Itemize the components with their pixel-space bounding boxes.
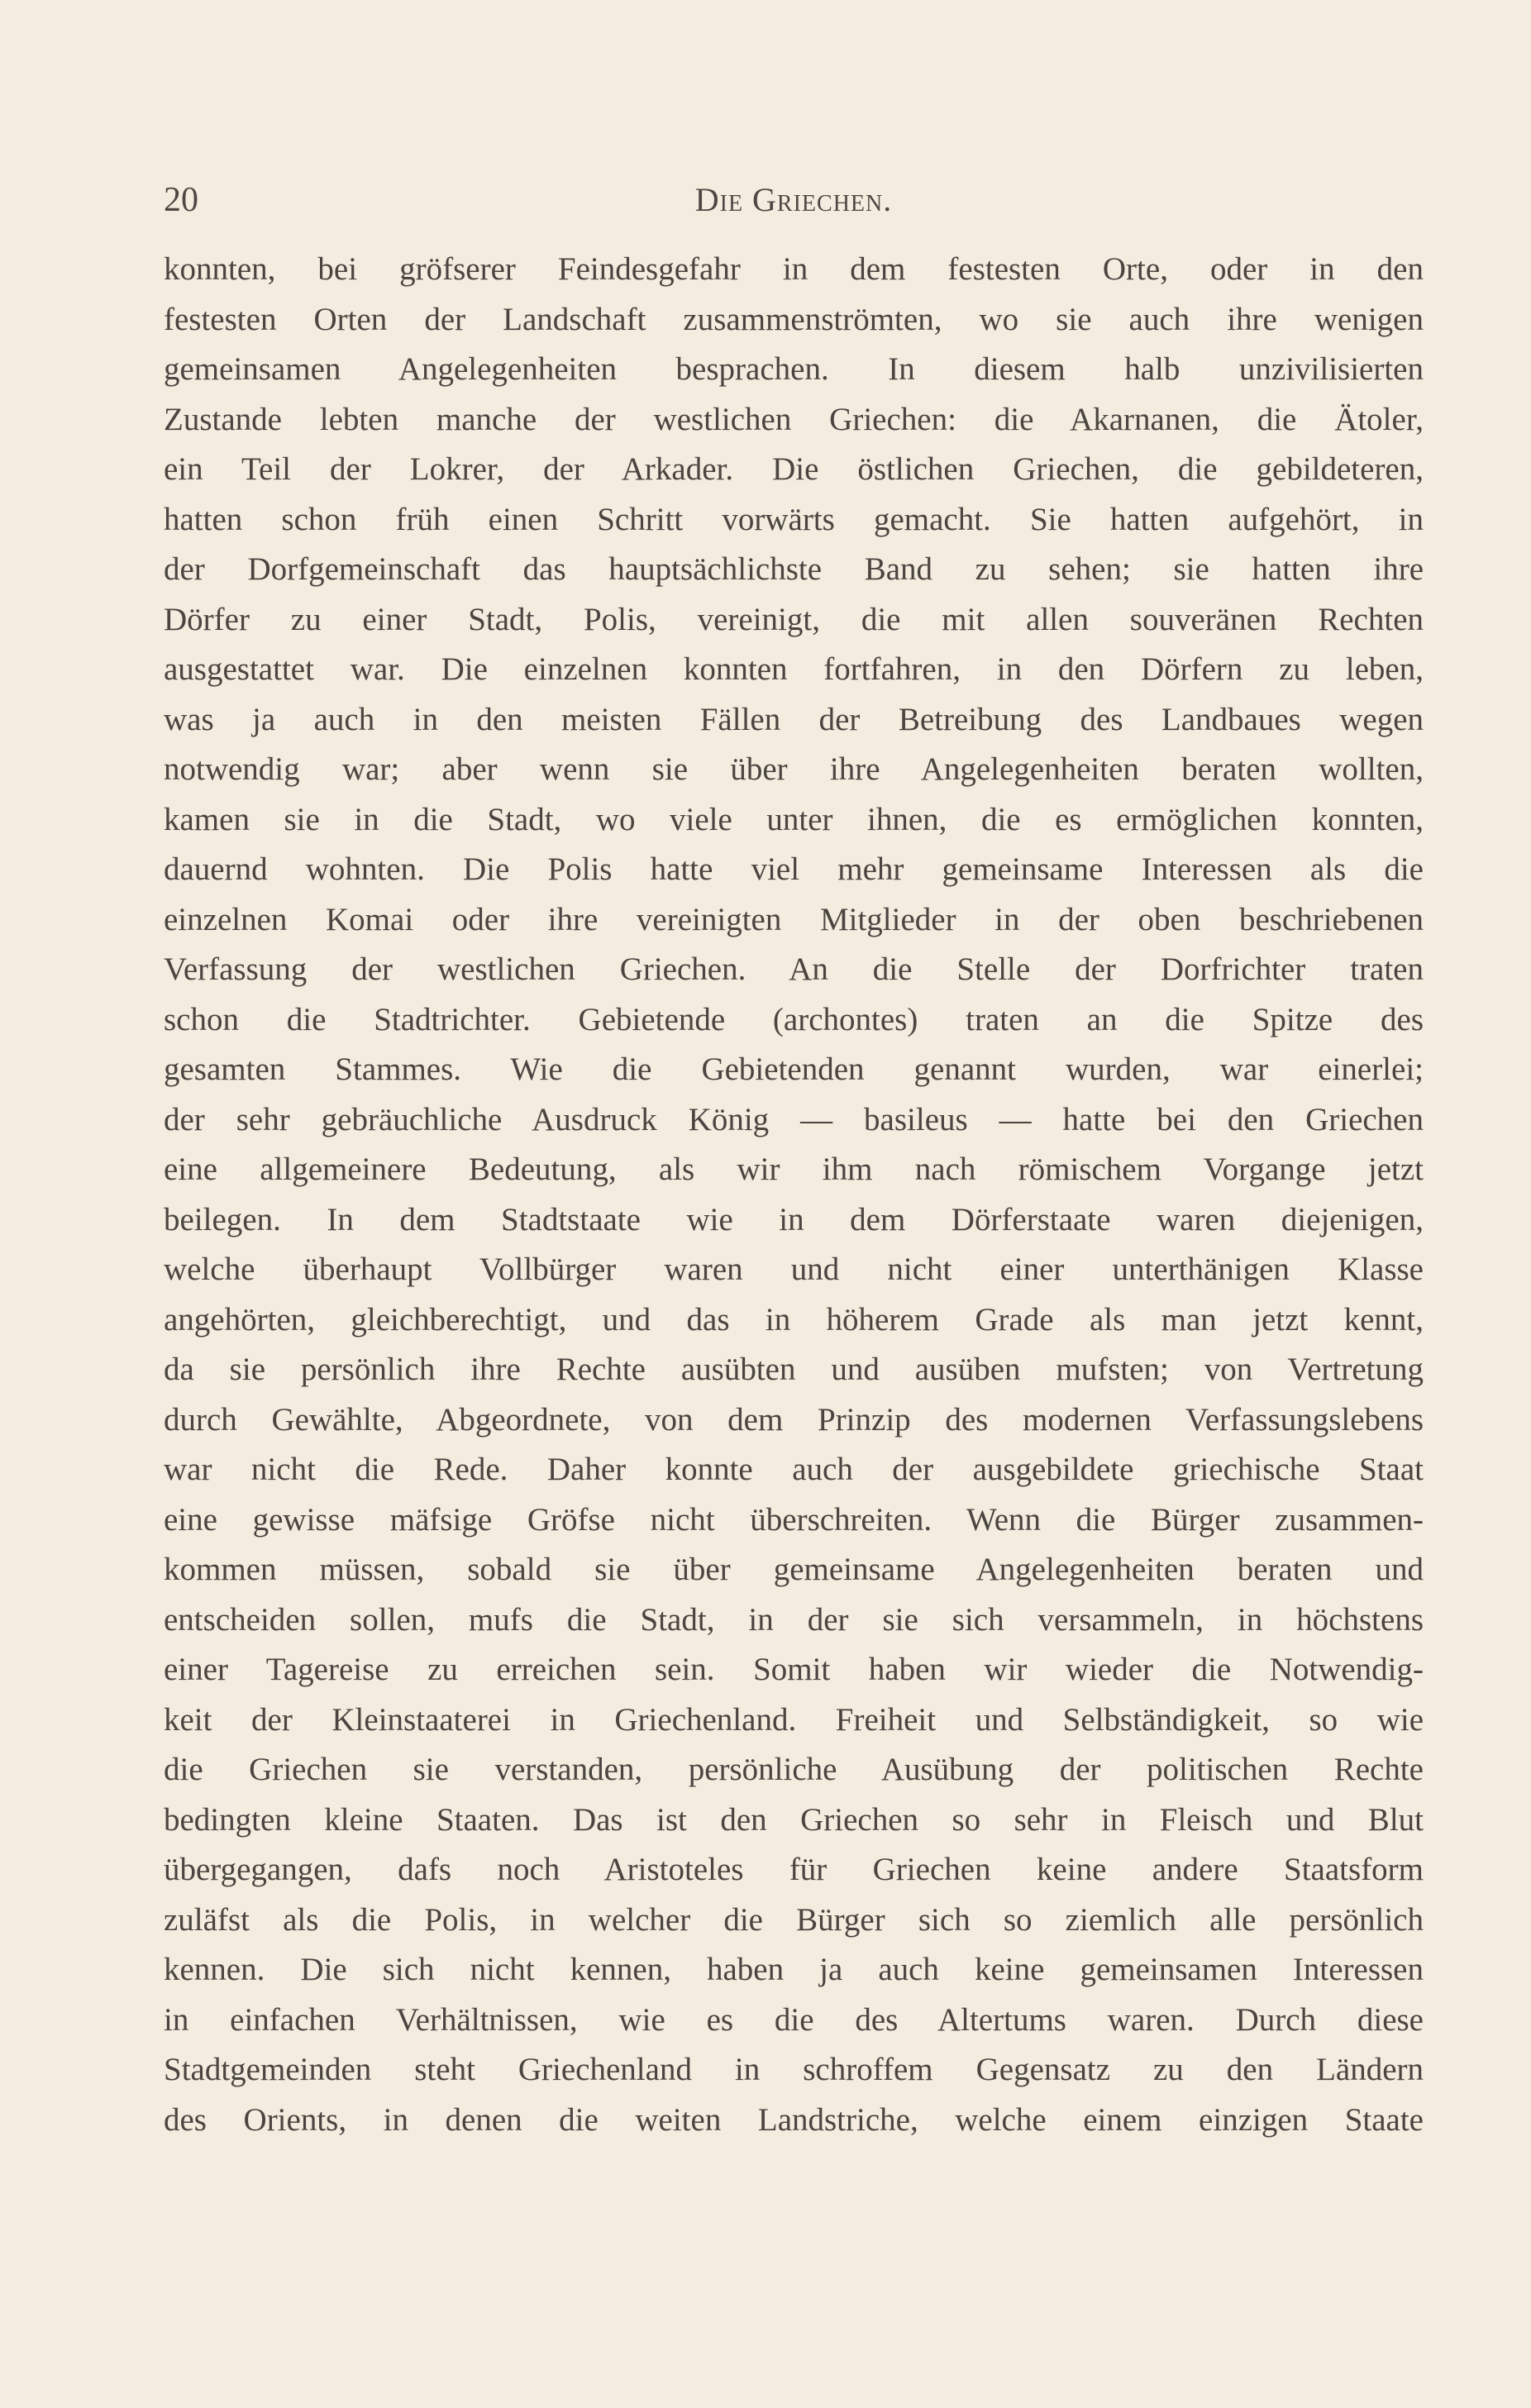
text-line: der sehr gebräuchliche Ausdruck König — basileus — hatte bei den Griechen [164, 1101, 1424, 1137]
text-line: gemeinsamen Angelegenheiten besprachen. In diesem halb unzivilisierten [164, 351, 1424, 387]
text-line: notwendig war; aber wenn sie über ihre Angelegenheiten beraten wollten, [164, 751, 1424, 787]
text-line: dauernd wohnten. Die Polis hatte viel mehr gemeinsame Interessen als die [164, 851, 1424, 887]
page-number: 20 [164, 181, 198, 219]
text-line: bedingten kleine Staaten. Das ist den Griechen so sehr in Fleisch und Blut [164, 1801, 1424, 1838]
text-line: konnten, bei gröfserer Feindesgefahr in dem festesten Orte, oder in den [164, 251, 1424, 287]
text-line: Verfassung der westlichen Griechen. An die Stelle der Dorfrichter traten [164, 951, 1424, 987]
text-line: gesamten Stammes. Wie die Gebietenden genannt wurden, war einerlei; [164, 1051, 1424, 1087]
page-header [164, 180, 1424, 222]
text-line: da sie persönlich ihre Rechte ausübten und ausüben mufsten; von Vertretung [164, 1352, 1424, 1387]
body-text [164, 245, 1424, 2145]
text-line: kommen müssen, sobald sie über gemeinsame Angelegenheiten beraten und [164, 1552, 1424, 1587]
text-line: der Dorfgemeinschaft das hauptsächlichste Band zu sehen; sie hatten ihre [164, 551, 1424, 587]
text-line: die Griechen sie verstanden, persönliche Ausübung der politischen Rechte [164, 1752, 1424, 1787]
text-line: in einfachen Verhältnissen, wie es die des Altertums waren. Durch diese [164, 2001, 1424, 2038]
text-line: einer Tagereise zu erreichen sein. Somit haben wir wieder die Notwendig- [164, 1652, 1424, 1687]
text-line: was ja auch in den meisten Fällen der Betreibung des Landbaues wegen [164, 701, 1424, 737]
text-line: angehörten, gleichberechtigt, und das in höherem Grade als man jetzt kennt, [164, 1301, 1424, 1338]
text-line: ausgestattet war. Die einzelnen konnten fortfahren, in den Dörfern zu leben, [164, 651, 1424, 687]
text-line: kamen sie in die Stadt, wo viele unter ihnen, die es ermöglichen konnten, [164, 801, 1424, 837]
text-line: kennen. Die sich nicht kennen, haben ja auch keine gemeinsamen Interessen [164, 1952, 1424, 1987]
text-line: beilegen. In dem Stadtstaate wie in dem Dörferstaate waren diejenigen, [164, 1201, 1424, 1237]
text-line: Dörfer zu einer Stadt, Polis, vereinigt, die mit allen souveränen Rechten [164, 601, 1424, 637]
text-line: ein Teil der Lokrer, der Arkader. Die östlichen Griechen, die gebildeteren, [164, 451, 1424, 487]
text-line: des Orients, in denen die weiten Landstriche, welche einem einzigen Staate [164, 2101, 1424, 2138]
text-line: durch Gewählte, Abgeordnete, von dem Prinzip des modernen Verfassungslebens [164, 1401, 1424, 1438]
text-line: übergegangen, dafs noch Aristoteles für Griechen keine andere Staatsform [164, 1852, 1424, 1887]
text-line: festesten Orten der Landschaft zusammenströmten, wo sie auch ihre wenigen [164, 301, 1424, 337]
text-line: zuläfst als die Polis, in welcher die Bürger sich so ziemlich alle persönlich [164, 1901, 1424, 1938]
text-line: war nicht die Rede. Daher konnte auch der ausgebildete griechische Staat [164, 1452, 1424, 1487]
text-line: welche überhaupt Vollbürger waren und nicht einer unterthänigen Klasse [164, 1252, 1424, 1287]
text-line: einzelnen Komai oder ihre vereinigten Mitglieder in der oben beschriebenen [164, 901, 1424, 937]
text-line: schon die Stadtrichter. Gebietende (archontes) traten an die Spitze des [164, 1001, 1424, 1037]
running-title: Die Griechen. [694, 181, 893, 218]
text-line: Zustande lebten manche der westlichen Griechen: die Akarnanen, die Ätoler, [164, 401, 1424, 437]
text-line: Stadtgemeinden steht Griechenland in schroffem Gegensatz zu den Ländern [164, 2052, 1424, 2087]
text-line: keit der Kleinstaaterei in Griechenland. Freiheit und Selbständigkeit, so wie [164, 1701, 1424, 1738]
text-line: eine gewisse mäfsige Gröfse nicht überschreiten. Wenn die Bürger zusammen- [164, 1501, 1424, 1538]
text-line: hatten schon früh einen Schritt vorwärts gemacht. Sie hatten aufgehört, in [164, 501, 1424, 537]
text-line: eine allgemeinere Bedeutung, als wir ihm nach römischem Vorgange jetzt [164, 1152, 1424, 1187]
text-line: entscheiden sollen, mufs die Stadt, in der sie sich versammeln, in höchstens [164, 1601, 1424, 1638]
